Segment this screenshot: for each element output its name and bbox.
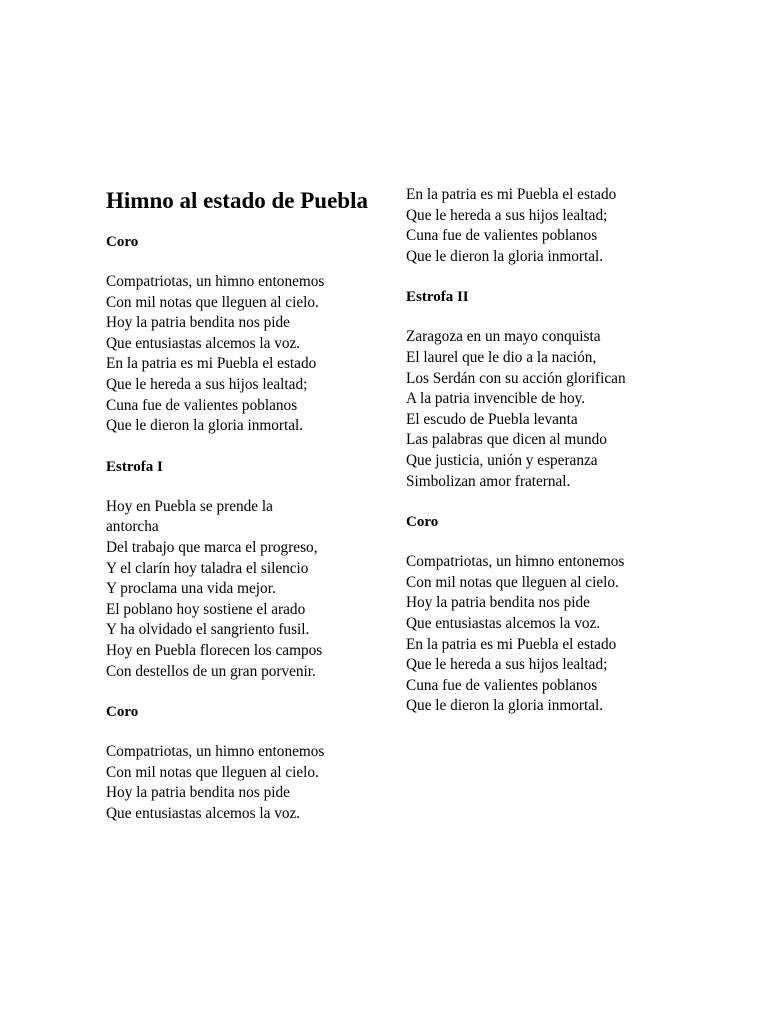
verse-line: Zaragoza en un mayo conquista	[406, 328, 601, 346]
verse-line: En la patria es mi Puebla el estado	[406, 635, 617, 653]
verse-line: Simbolizan amor fraternal.	[406, 472, 571, 490]
verse-line: En la patria es mi Puebla el estado	[106, 355, 317, 373]
verse-line: Que le hereda a sus hijos lealtad;	[106, 375, 308, 393]
verse-line: Que entusiastas alcemos la voz.	[106, 334, 301, 352]
verse-line: Con mil notas que lleguen al cielo.	[106, 763, 319, 781]
verse-line: Del trabajo que marca el progreso,	[106, 538, 318, 556]
verse-line: Hoy en Puebla florecen los campos	[106, 641, 323, 659]
verse-line: Que entusiastas alcemos la voz.	[406, 614, 601, 632]
section-heading-coro: Coro	[106, 704, 139, 721]
verse-line: Hoy la patria bendita nos pide	[406, 594, 590, 612]
verse-estrofa-i	[106, 497, 368, 682]
verse-line: Cuna fue de valientes poblanos	[106, 396, 298, 414]
verse-line: Que le dieron la gloria inmortal.	[406, 697, 604, 715]
verse-line: Que entusiastas alcemos la voz.	[106, 804, 301, 822]
verse-line: Las palabras que dicen al mundo	[406, 431, 607, 449]
section-heading-estrofa-ii: Estrofa II	[406, 289, 469, 306]
verse-line: A la patria invencible de hoy.	[406, 390, 586, 408]
verse-line: Y ha olvidado el sangriento fusil.	[106, 621, 310, 639]
verse-line: En la patria es mi Puebla el estado	[406, 186, 617, 203]
verse-coro-continuation	[406, 185, 686, 267]
verse-line: Y proclama una vida mejor.	[106, 580, 276, 598]
verse-line: Con mil notas que lleguen al cielo.	[406, 573, 619, 591]
left-column	[106, 186, 368, 844]
verse-line: Que justicia, unión y esperanza	[406, 451, 598, 469]
verse-line: Con destellos de un gran porvenir.	[106, 662, 316, 680]
section-heading-coro: Coro	[106, 234, 139, 250]
verse-line: Con mil notas que lleguen al cielo.	[106, 293, 319, 311]
verse-line: Compatriotas, un himno entonemos	[106, 273, 325, 290]
verse-line: Cuna fue de valientes poblanos	[406, 227, 598, 245]
verse-coro	[406, 552, 686, 717]
verse-line: Compatriotas, un himno entonemos	[106, 743, 325, 761]
verse-line: Y el clarín hoy taladra el silencio	[106, 559, 309, 577]
right-column	[406, 185, 686, 737]
section-heading-coro: Coro	[406, 514, 439, 531]
verse-line: El escudo de Puebla levanta	[406, 410, 578, 428]
verse-line: Que le dieron la gloria inmortal.	[106, 417, 304, 435]
verse-line: Hoy en Puebla se prende la antorcha	[106, 497, 273, 536]
verse-coro	[106, 742, 368, 824]
verse-line: Cuna fue de valientes poblanos	[406, 676, 598, 694]
verse-line: El laurel que le dio a la nación,	[406, 348, 597, 366]
verse-coro	[106, 272, 368, 437]
verse-line: Hoy la patria bendita nos pide	[106, 314, 290, 332]
verse-line: Compatriotas, un himno entonemos	[406, 553, 625, 571]
verse-line: El poblano hoy sostiene el arado	[106, 600, 306, 618]
verse-estrofa-ii	[406, 327, 686, 492]
section-heading-estrofa-i: Estrofa I	[106, 458, 163, 475]
verse-line: Los Serdán con su acción glorifican	[406, 369, 626, 387]
page-title: Himno al estado de Puebla	[106, 188, 368, 213]
verse-line: Que le dieron la gloria inmortal.	[406, 247, 604, 265]
verse-line: Que le hereda a sus hijos lealtad;	[406, 206, 608, 224]
verse-line: Hoy la patria bendita nos pide	[106, 784, 290, 802]
verse-line: Que le hereda a sus hijos lealtad;	[406, 656, 608, 674]
